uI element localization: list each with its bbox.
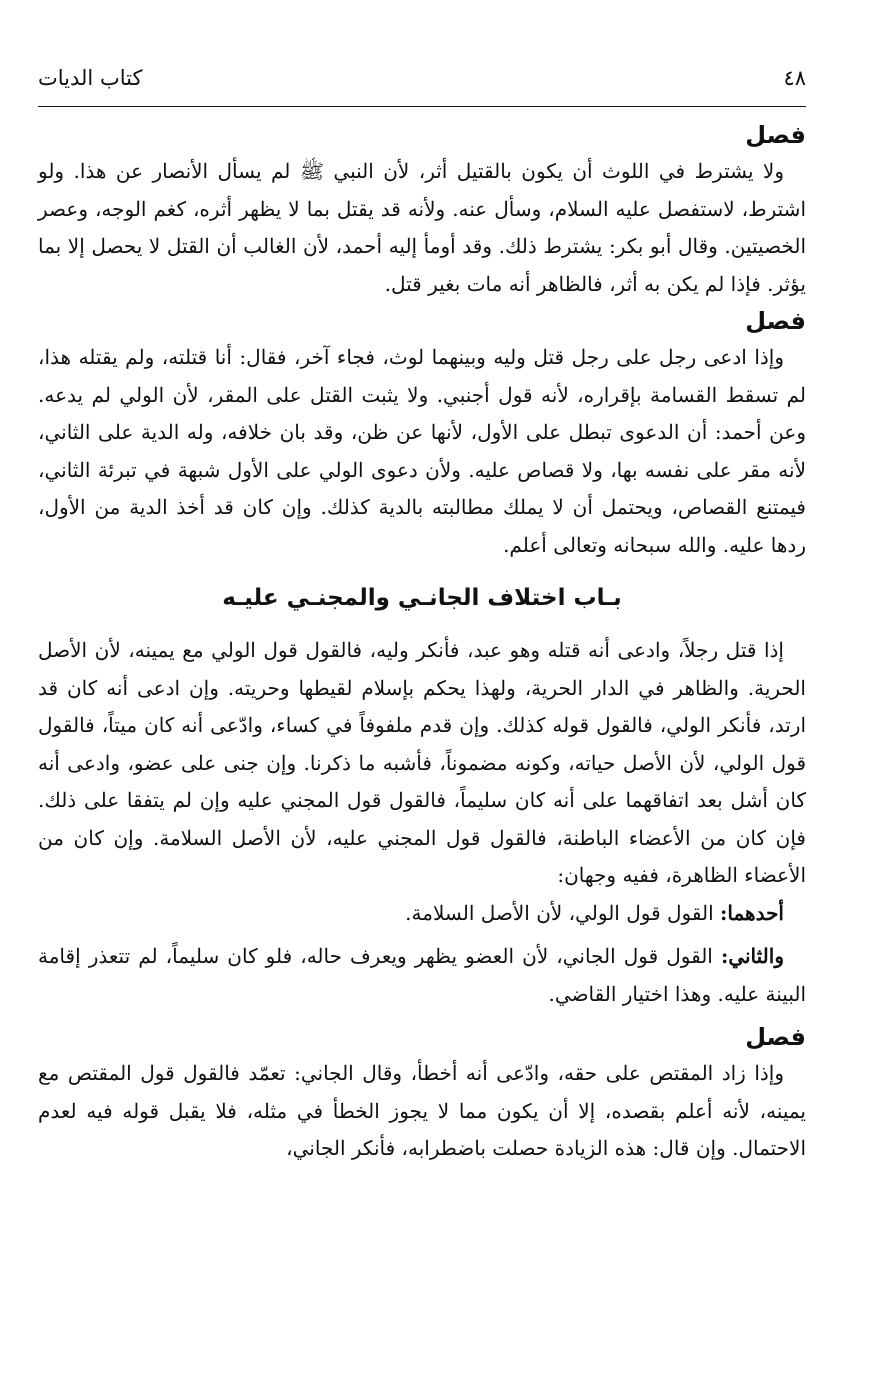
opinion-label: أحدهما: xyxy=(719,900,784,925)
book-title: كتاب الديات xyxy=(38,66,143,90)
opinion-text: القول قول الولي، لأن الأصل السلامة. xyxy=(405,900,720,925)
page-header xyxy=(38,58,806,98)
opinion-first xyxy=(38,895,806,933)
opinion-label: والثاني: xyxy=(720,944,784,968)
book-page xyxy=(38,58,806,1168)
paragraph: وإذا ادعى رجل على رجل قتل وليه وبينهما لوث، فجاء آخر، فقال: أنا قتلته، ولم يقتله هذا، لم تسقط القسامة بإقراره، لأنه قول أجنبي. ولا يثبت القتل على المقر، لأن الولي لم يدعه. وعن أحمد: أن الدعوى تبطل على الأول، لأنها عن ظن، وقد بان خلافه، وله الدية على الثاني، لأنه مقر على نفسه بها، ولا قصاص عليه. ولأن دعوى الولي على الأول شبهة في تبرئة الثاني، فيمتنع القصاص، ويحتمل أن لا يملك مطالبته بالدية كذلك. وإن كان قد أخذ الدية من الأول، ردها عليه. والله سبحانه وتعالى أعلم. xyxy=(38,345,806,557)
section-heading: فصل xyxy=(745,121,806,149)
section-heading: فصل xyxy=(745,307,806,335)
chapter-title: بـاب اختلاف الجانـي والمجنـي عليـه xyxy=(222,585,622,611)
header-rule xyxy=(38,106,806,107)
paragraph: ولا يشترط في اللوث أن يكون بالقتيل أثر، لأن النبي ﷺ لم يسأل الأنصار عن هذا. ولو اشترط، لاستفصل عليه السلام، وسأل عنه. ولأنه قد يقتل بما لا يظهر أثره، كغم الوجه، وعصر الخصيتين. وقال أبو بكر: يشترط ذلك. وقد أومأ إليه أحمد، لأن الغالب أن القتل لا يحصل إلا بما يؤثر. فإذا لم يكن به أثر، فالظاهر أنه مات بغير قتل. xyxy=(38,159,806,296)
section-heading: فصل xyxy=(745,1023,806,1051)
page-number: ٤٨ xyxy=(783,66,806,90)
paragraph: وإذا زاد المقتص على حقه، وادّعى أنه أخطأ، وقال الجاني: تعمّد فالقول قول المقتص مع يمينه، لأنه أعلم بقصده، إلا أن يكون مما لا يجوز الخطأ في مثله، فلا يقبل قوله فيه لعدم الاحتمال. وإن قال: هذه الزيادة حصلت باضطرابه، فأنكر الجاني، xyxy=(38,1061,806,1160)
paragraph: إذا قتل رجلاً، وادعى أنه قتله وهو عبد، فأنكر وليه، فالقول قول الولي مع يمينه، لأن الأصل الحرية. والظاهر في الدار الحرية، ولهذا يحكم بإسلام لقيطها وحريته. وإن ادعى أنه كان قد ارتد، فأنكر الولي، فالقول قوله كذلك. وإن قدم ملفوفاً في كساء، وادّعى أنه كان ميتاً، فالقول قول الولي، لأن الأصل حياته، وكونه مضموناً، فأشبه ما ذكرنا. وإن جنى على عضو، وادعى أنه كان أشل بعد اتفاقهما على أنه كان سليماً، فالقول قول المجني عليه وإن لم يتفقا على ذلك. فإن كان من الأعضاء الباطنة، فالقول قول المجني عليه، لأن الأصل السلامة. وإن كان من الأعضاء الظاهرة، ففيه وجهان: xyxy=(38,638,806,887)
opinion-second xyxy=(38,938,806,1013)
opinion-text: القول قول الجاني، لأن العضو يظهر ويعرف حاله، فلو كان سليماً، لم تتعذر إقامة البينة عليه. وهذا اختيار القاضي. xyxy=(38,944,806,1006)
